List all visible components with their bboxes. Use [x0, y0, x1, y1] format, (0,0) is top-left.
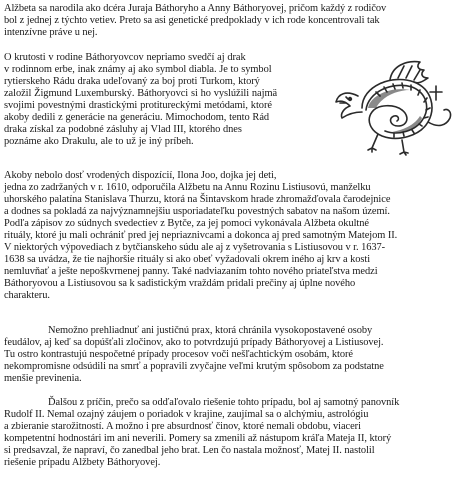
text-line: rituály, ktoré ju mali ochrániť pred jej nepriaznivcami a dokonca aj pred samotným Matejom II.	[4, 230, 398, 241]
text-line: nekompromisne odsúdili na smrť a popravili zvyčajne veľmi krutým spôsobom za podstatne	[4, 361, 384, 372]
text-line: v rodinnom erbe, inak známy aj ako symbol diabla. Je to symbol	[4, 64, 272, 75]
text-line: jedna zo zadržaných v r. 1610, odporučila Alžbetu na Annu Rozinu Listiusovú, manželku	[4, 182, 371, 193]
text-line: Rudolf II. Nemal ozajný záujem o poriadok v krajine, zaujímal sa o alchýmiu, astrológiu	[4, 409, 369, 420]
text-line: a zbieranie starožitností. A možno i pre absurdnosť činov, ktoré nemali obdobu, viaceri	[4, 421, 361, 432]
text-line: menšie previnenia.	[4, 373, 82, 384]
text-line: intenzívne práve u nej.	[4, 27, 98, 38]
text-line: Alžbeta sa narodila ako dcéra Juraja Báthoryho a Anny Báthoryovej, pričom každý z rodičov	[4, 3, 387, 14]
text-line: svojimi povestnými drastickými protitureckými metódami, ktoré	[4, 100, 272, 111]
text-line: Báthoryovou a Listiusovou sa k sadistickým vraždám pridali prečiny aj úplne nového	[4, 278, 356, 289]
text-line: rytierskeho Rádu draka udeľovaný za boj proti Turkom, ktorý	[4, 76, 260, 87]
text-line: Podľa zápisov zo súdnych svedectiev z Bytče, za jej pomoci vykonávala Alžbeta okultné	[4, 218, 369, 229]
text-line: feudálov, aj keď sa dopúšťali zločinov, ako to potvrdzujú prípady Báthoryovej a Listiusovej.	[4, 337, 384, 348]
text-line: charakteru.	[4, 290, 50, 301]
text-line: nemluvňať a ješte nepoškvrnenej panny. Také nadviazaním tohto nového priateľstva medzi	[4, 266, 378, 277]
text-line: bol z jednej z týchto vetiev. Preto sa asi genetické predpoklady v ich rode koncentrovali tak	[4, 15, 380, 26]
text-line: Akoby nebolo dosť vrodených dispozícií, Ilona Joo, dojka jej deti,	[4, 170, 277, 181]
text-line: V niektorých výpovediach z bytčianskeho súdu ale aj z vyšetrovania s Listiusovou v r. 1637-	[4, 242, 386, 253]
text-line: draka získal za podobné zásluhy aj Vlad III, ktorého dnes	[4, 124, 242, 135]
text-line: kompetentní hodnostári im ani neverili. Pomery sa zmenili až nástupom kráľa Mateja II, ktorý	[4, 433, 392, 444]
text-line: O krutosti v rodine Báthoryovcov nepriamo svedčí aj drak	[4, 52, 246, 63]
dragon-emblem-icon	[332, 56, 456, 156]
text-line: Nemožno prehliadnuť ani justičnú prax, ktorá chránila vysokopostavené osoby	[48, 325, 373, 336]
text-line: uhorského palatína Stanislava Thurzu, ktorá na Šintavskom hrade zhromažďovala čarodejnice	[4, 194, 391, 205]
text-line: založil Žigmund Luxemburský. Báthoryovci si ho vyslúžili najmä	[4, 88, 278, 99]
text-line: akoby dedili z generácie na generáciu. Mimochodom, tento Rád	[4, 112, 270, 123]
text-line: si predsavzal, že napraví, čo zanedbal jeho brat. Len čo nastala možnosť, Matej II. nastolil	[4, 445, 375, 456]
text-line: riešenie prípadu Alžbety Báthoryovej.	[4, 457, 161, 468]
text-line: Tu ostro kontrastujú nespočetné prípady procesov voči nešľachtickým osobám, ktoré	[4, 349, 353, 360]
text-line: poznáme ako Drakulu, ale to už je iný príbeh.	[4, 136, 194, 147]
text-line: 1638 sa uvádza, že tie najhoršie rituály si ako obeť vyžadovali okrem iného aj krv a kosti	[4, 254, 371, 265]
text-line: a dodnes sa pokladá za najvýznamnejšiu usporiadateľku povestných sabatov na našom území.	[4, 206, 390, 217]
text-line: Ďalšou z príčin, prečo sa odďaľovalo riešenie tohto prípadu, bol aj samotný panovník	[48, 397, 400, 408]
